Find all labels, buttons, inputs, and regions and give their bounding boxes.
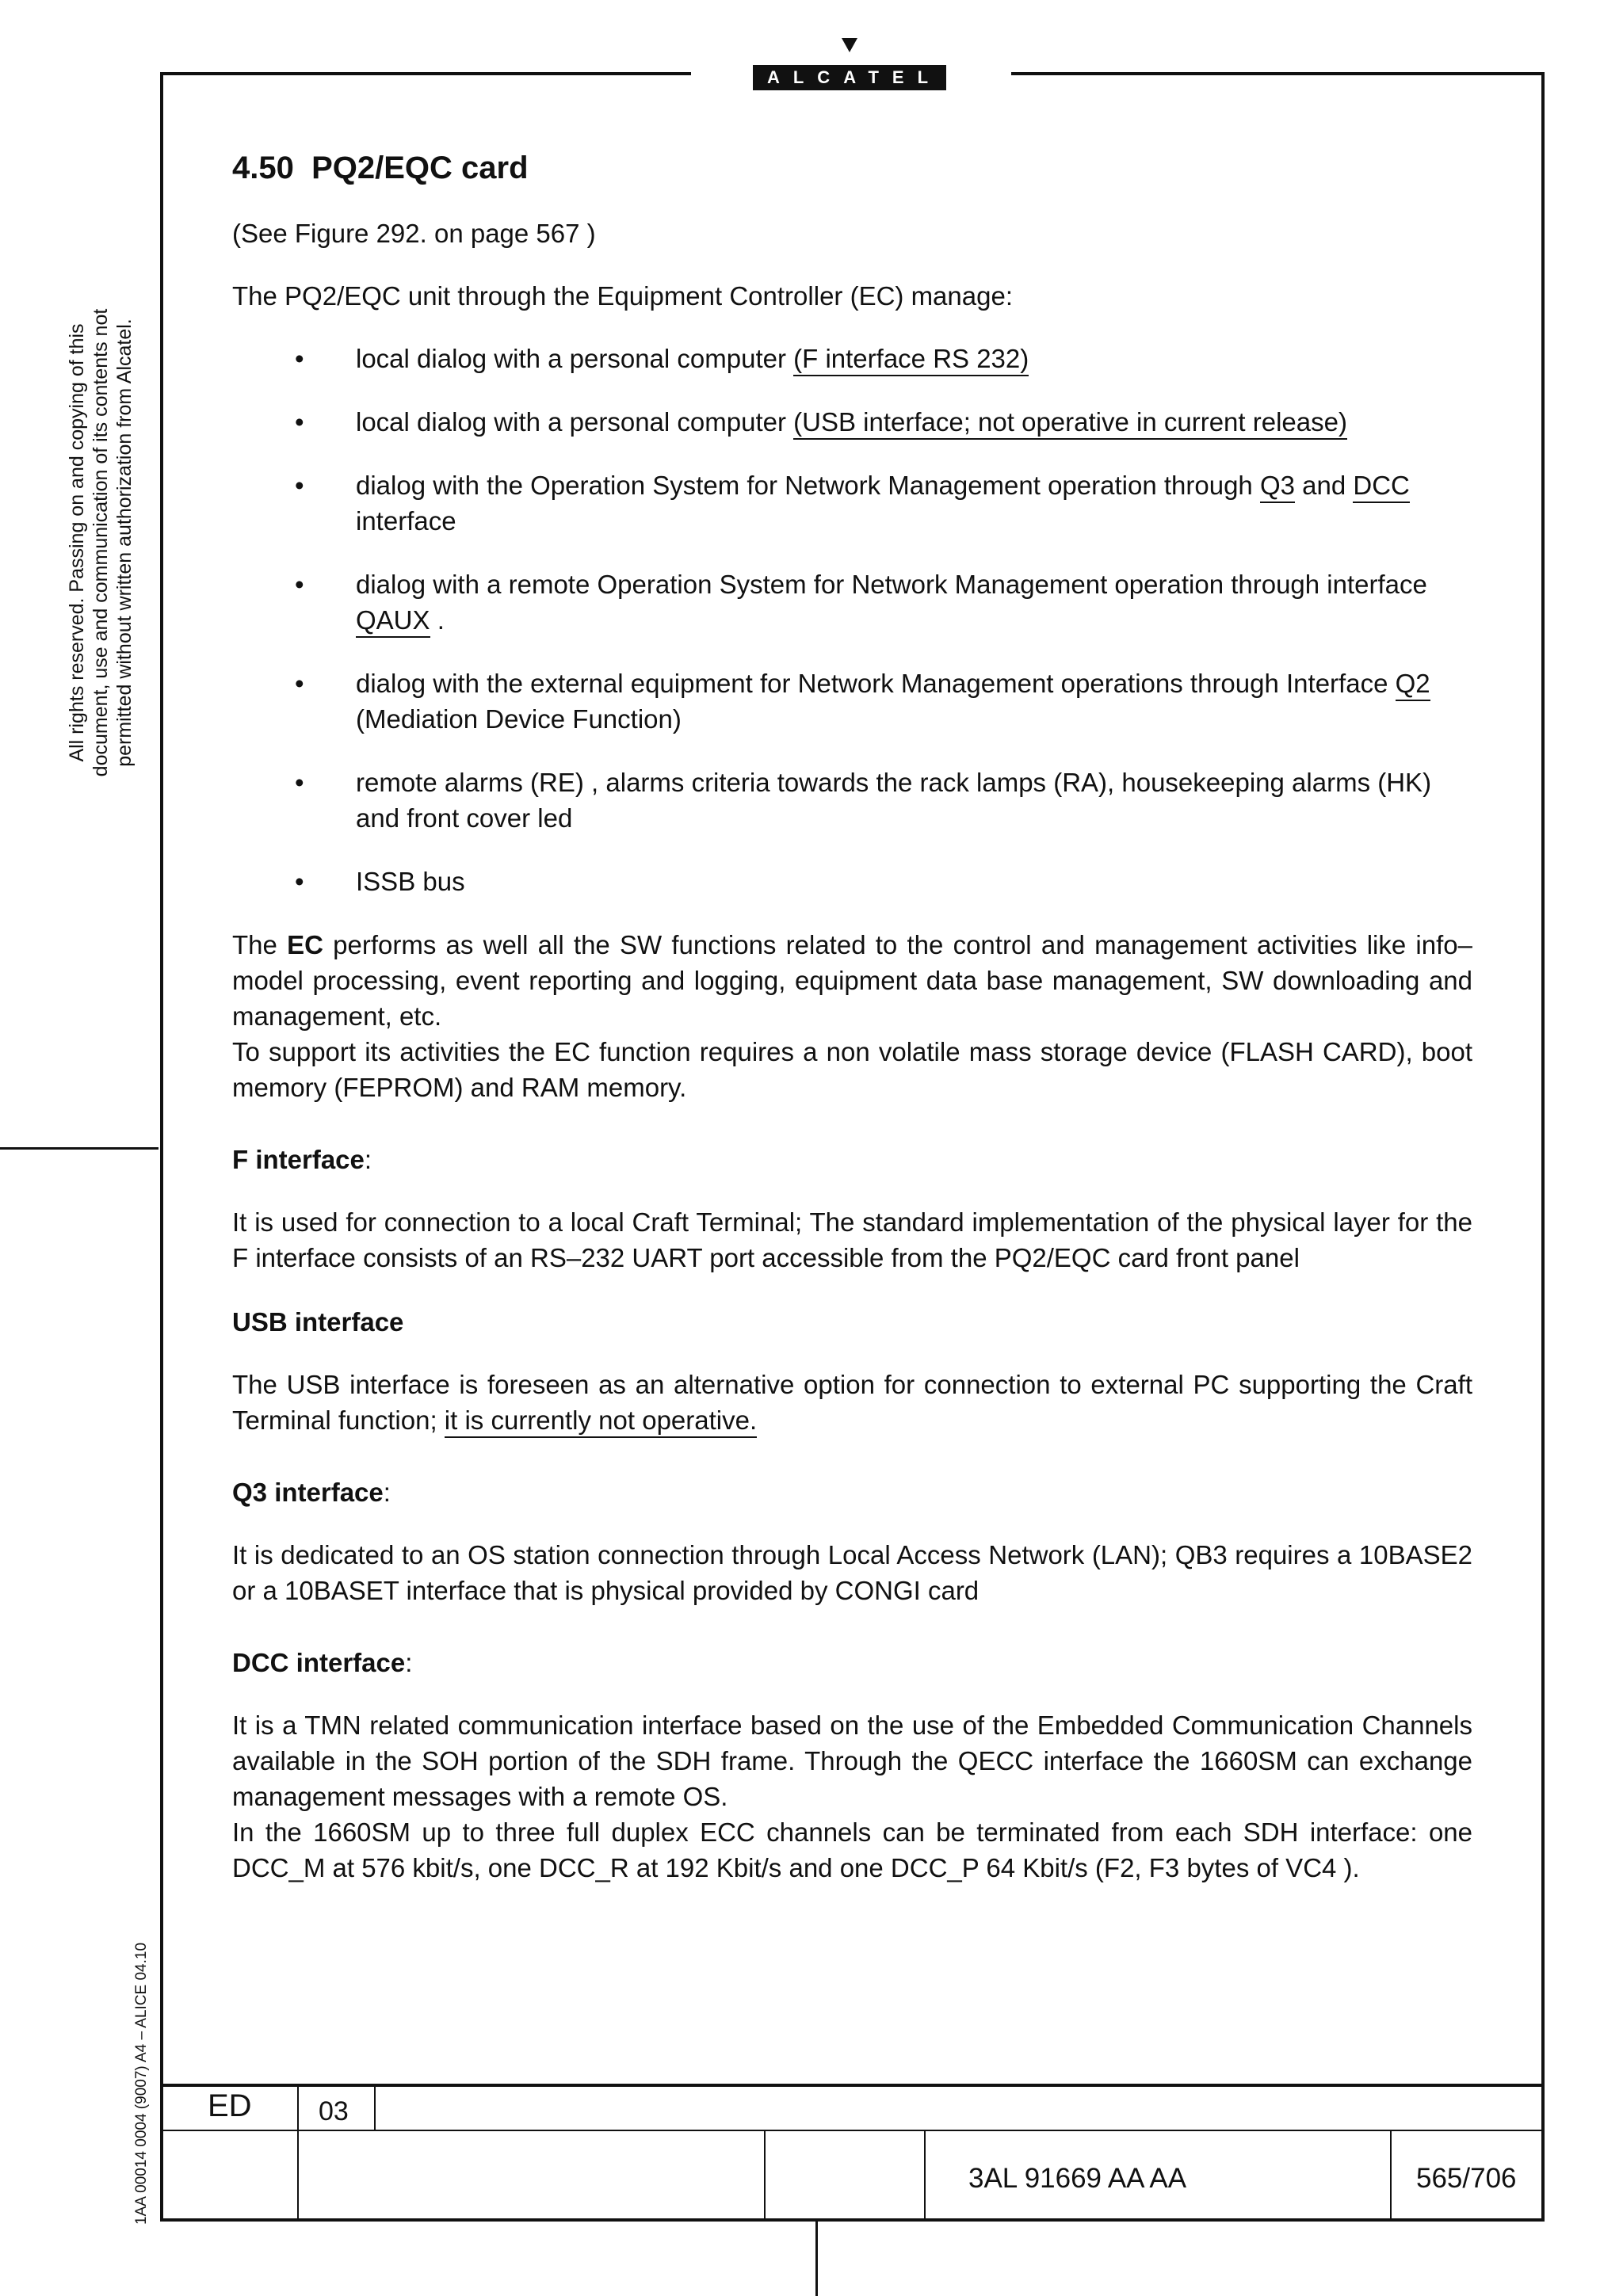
list-item [232,404,1472,440]
list-item [232,765,1472,836]
fold-mark [0,1147,158,1150]
bullet-icon: • [295,768,304,797]
underlined-term: QAUX [356,605,430,638]
edition-label: ED [208,2088,252,2123]
list-item [232,467,1472,539]
footer-table [160,2084,1543,2220]
figure-reference: (See Figure 292. on page 567 ) [232,219,596,248]
footer-top-rule [160,2084,1545,2087]
list-item-text: dialog with the external equipment for Network Management operations through Interface [356,669,1396,698]
document-code: 3AL 91669 AA AA [968,2163,1187,2194]
alcatel-logo [753,38,946,93]
q3-interface-heading: Q3 interface: [232,1478,391,1507]
f-interface-heading: F interface: [232,1145,372,1174]
underlined-term: it is currently not operative. [445,1405,757,1438]
list-item [232,566,1472,638]
underlined-term: DCC [1353,471,1410,503]
list-item [232,341,1472,376]
usb-interface-heading: USB interface [232,1307,404,1337]
page-content [232,143,1472,1886]
frame-top-left [160,72,691,75]
bullet-icon: • [295,407,304,437]
bullet-icon: • [295,471,304,500]
list-item-text: and [1294,471,1354,500]
list-item-text: dialog with a remote Operation System for Network Management operation through interface [356,570,1427,599]
section-heading [232,143,1472,193]
list-item-text: remote alarms (RE) , alarms criteria towards the rack lamps (RA), housekeeping alarms (HK) and front cover led [356,768,1432,833]
ec-bold-term: EC [287,930,323,959]
list-item-text: local dialog with a personal computer [356,344,794,373]
frame-top-right [1011,72,1545,75]
ec-paragraph: The EC performs as well all the SW functions related to the control and management activities like info–model processing, event reporting and logging, equipment data base management, SW downloading and management, etc. [232,930,1472,1031]
function-list [232,341,1472,899]
logo-wordmark: ALCATEL [753,65,946,90]
underlined-term: (F interface RS 232) [793,344,1029,376]
underlined-term: (USB interface; not operative in current release) [793,407,1347,440]
dcc-interface-text: It is a TMN related communication interface based on the use of the Embedded Communication Channels available in the SOH portion of the SDH frame. Through the QECC interface the 1660SM can exchange management messages with a remote OS. [232,1711,1472,1811]
copyright-notice: All rights reserved. Passing on and copying of this document, use and communication of its contents not permitted without written authorization from Alcatel. [66,308,136,777]
section-number: 4.50 [232,151,294,185]
list-item-text: . [430,605,445,635]
list-item-text: interface [356,506,456,536]
list-item [232,864,1472,899]
ec-storage-paragraph: To support its activities the EC function requires a non volatile mass storage device (FLASH CARD), boot memory (FEPROM) and RAM memory. [232,1037,1472,1102]
edition-value: 03 [319,2096,349,2126]
form-code: 1AA 00014 0004 (9007) A4 – ALICE 04.10 [133,1942,150,2225]
list-item-text: ISSB bus [356,867,465,896]
section-title: PQ2/EQC card [311,151,529,185]
footer-divider [297,2084,299,2220]
usb-interface-text: The USB interface is foreseen as an alternative option for connection to external PC supporting the Craft Terminal function; it is currently not operative. [232,1367,1472,1438]
dcc-interface-heading: DCC interface: [232,1648,413,1677]
frame-right [1541,72,1545,2221]
list-item-text: dialog with the Operation System for Network Management operation through [356,471,1260,500]
bullet-icon: • [295,669,304,698]
list-item-text: local dialog with a personal computer [356,407,794,437]
dcc-channels-text: In the 1660SM up to three full duplex ECC channels can be terminated from each SDH interface: one DCC_M at 576 kbit/s, one DCC_R at 192 Kbit/s and one DCC_P 64 Kbit/s (F2, F3 bytes of VC4 ). [232,1817,1472,1882]
list-item-text: (Mediation Device Function) [356,704,682,734]
frame-left [160,72,163,2221]
underlined-term: Q2 [1396,669,1430,701]
bullet-icon: • [295,344,304,373]
page-number: 565/706 [1416,2163,1517,2194]
footer-divider [374,2084,376,2131]
f-interface-text: It is used for connection to a local Craft Terminal; The standard implementation of the physical layer for the F interface consists of an RS–232 UART port accessible from the PQ2/EQC card front panel [232,1207,1472,1272]
footer-divider [764,2130,766,2220]
bottom-tick [815,2220,818,2296]
footer-mid-rule [160,2130,1545,2131]
footer-divider [924,2130,926,2220]
underlined-term: Q3 [1260,471,1295,503]
list-item [232,666,1472,737]
bullet-icon: • [295,867,304,896]
q3-interface-text: It is dedicated to an OS station connection through Local Access Network (LAN); QB3 requires a 10BASE2 or a 10BASET interface that is physical provided by CONGI card [232,1540,1472,1605]
logo-triangle-icon [842,38,857,52]
intro-paragraph: The PQ2/EQC unit through the Equipment Controller (EC) manage: [232,281,1013,311]
bullet-icon: • [295,570,304,599]
footer-divider [1390,2130,1392,2220]
